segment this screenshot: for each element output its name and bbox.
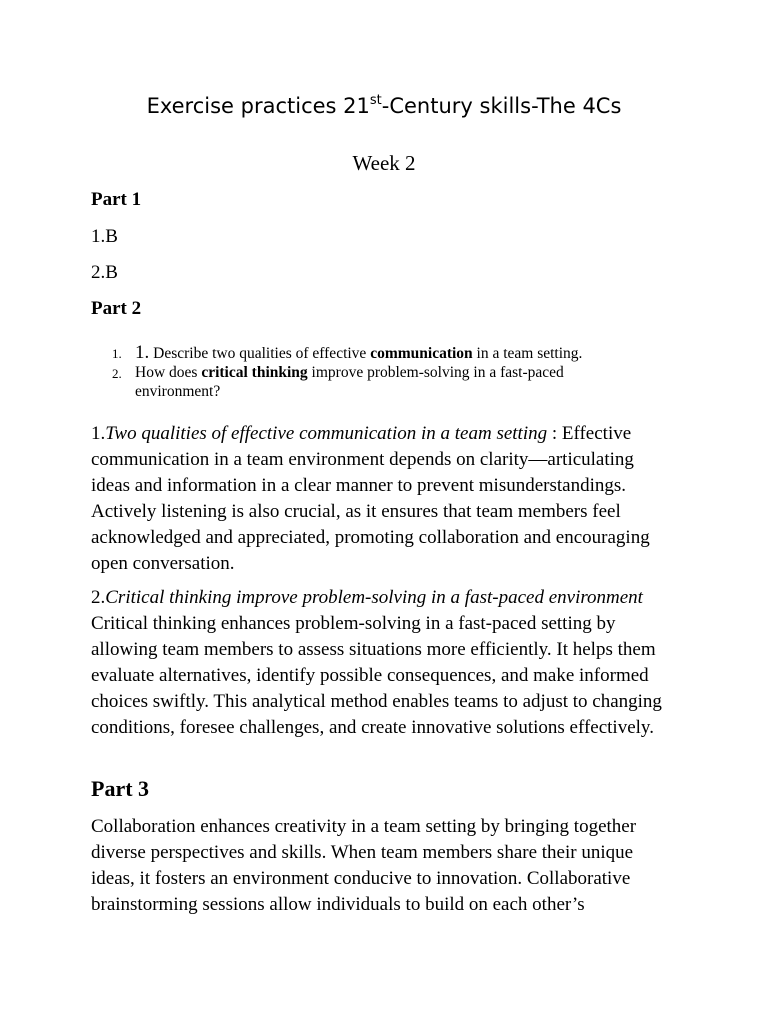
part3-body: Collaboration enhances creativity in a team setting by bringing together diverse perspectives and skills. When team members share their unique ideas, it fosters an environment conducive to innovation. Collaborative brainstorming sessions allow individuals to build on each other’s — [91, 816, 637, 915]
answer-body: Critical thinking enhances problem-solving in a fast-paced setting by allowing team members to assess situations more efficiently. It helps them evaluate alternatives, identify possible consequences, and make informed choices swiftly. This analytical method enables teams to adjust to changing conditions, foresee challenges, and create innovative solutions effectively. — [91, 612, 662, 738]
answer-body: : Effective communication in a team environment depends on clarity—articulating ideas and information in a clear manner to prevent misunderstandings. Actively listening is also crucial, as it ensures that team members feel acknowledged and appreciated, promoting collaboration and encouraging open conversation. — [91, 423, 650, 574]
part3-heading: Part 3 — [91, 776, 150, 801]
title-superscript: st — [369, 93, 382, 108]
week-label: Week 2 — [352, 151, 416, 175]
part2-answer-2 — [91, 585, 686, 740]
question-keyword: critical thinking — [201, 364, 308, 381]
question-text: in a team setting. — [472, 345, 583, 362]
answer-number: 1. — [91, 423, 106, 444]
list-marker: 1. — [112, 346, 122, 361]
question-text: How does — [135, 364, 202, 381]
question-keyword: communication — [370, 345, 473, 362]
answer-heading: Critical thinking improve problem-solving in a fast-paced environment — [105, 587, 643, 608]
part2-answer-1 — [91, 421, 676, 576]
question-item — [91, 343, 651, 363]
part1-heading: Part 1 — [91, 189, 142, 210]
part2-question-list — [91, 343, 651, 401]
title-suffix: -Century skills-The 4Cs — [381, 94, 622, 118]
answer-heading: Two qualities of effective communication in a team setting — [105, 423, 548, 444]
document-title — [0, 94, 768, 118]
part1-answer-2: 2.B — [91, 262, 118, 283]
answer-number: 2. — [91, 587, 106, 608]
part2-heading: Part 2 — [91, 298, 142, 319]
question-lead-number: 1. — [135, 342, 150, 363]
part1-answer-1: 1.B — [91, 226, 118, 247]
title-text: Exercise practices 21 — [146, 94, 370, 118]
question-text: improve problem-solving in a fast-paced environment? — [135, 364, 564, 400]
list-marker: 2. — [112, 366, 122, 381]
question-text: Describe two qualities of effective — [149, 345, 371, 362]
question-item — [91, 363, 651, 401]
